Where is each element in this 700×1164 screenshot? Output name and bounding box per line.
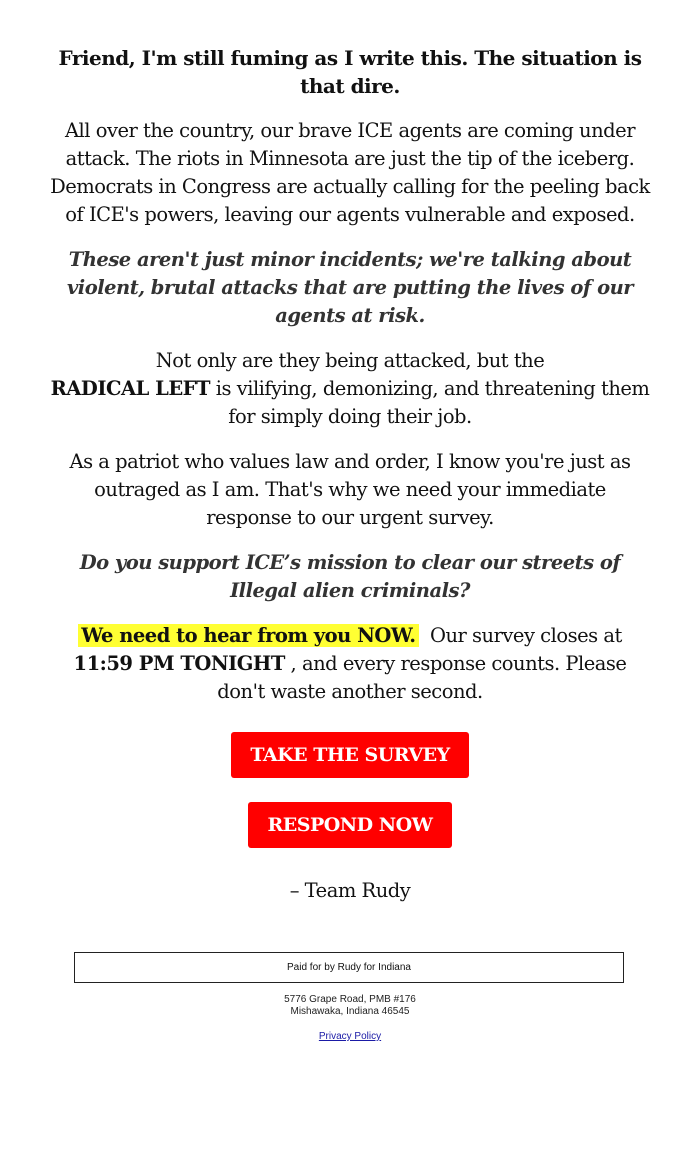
survey-question: Do you support ICE’s mission to clear our streets of Illegal alien criminals?: [79, 551, 621, 602]
privacy-policy-container: [0, 1031, 700, 1042]
paragraph-radical-left: [50, 347, 650, 431]
signoff: – Team Rudy: [289, 879, 411, 902]
paragraph-violent-attacks: These aren't just minor incidents; we're talking about violent, brutal attacks that are putting the lives of our agents at risk.: [66, 248, 634, 327]
deadline-text: 11:59 PM TONIGHT: [73, 652, 285, 675]
take-survey-button[interactable]: TAKE THE SURVEY: [231, 732, 468, 778]
email-body: [50, 44, 650, 872]
para3-start-text: Not only are they being attacked, but the: [155, 349, 545, 372]
address-line-1: 5776 Grape Road, PMB #176: [284, 994, 416, 1005]
respond-now-button-wrap: [50, 802, 650, 872]
address-line-2: Mishawaka, Indiana 46545: [290, 1006, 410, 1017]
urgent-highlight: We need to hear from you NOW.: [78, 624, 418, 647]
paragraph-ice-attacks: All over the country, our brave ICE agents are coming under attack. The riots in Minnesota are just the tip of the iceberg. Democrats in Congress are actually calling for the peeling back of ICE's powers, leaving our agents vulnerable and exposed.: [50, 119, 650, 226]
headline: Friend, I'm still fuming as I write this. The situation is that dire.: [58, 46, 642, 98]
urgent-after-text: Our survey closes at: [418, 624, 622, 647]
urgent-end-text: , and every response counts. Please don't waste another second.: [217, 652, 627, 703]
paid-for-disclaimer: Paid for by Rudy for Indiana: [74, 952, 624, 983]
mailing-address: [0, 994, 700, 1018]
respond-now-button[interactable]: RESPOND NOW: [248, 802, 451, 848]
privacy-policy-link[interactable]: Privacy Policy: [318, 1031, 382, 1042]
radical-left-text: RADICAL LEFT: [50, 377, 211, 400]
paragraph-urgent: [50, 622, 650, 706]
paragraph-patriot: As a patriot who values law and order, I know you're just as outraged as I am. That's why we need your immediate response to our urgent survey.: [69, 450, 631, 529]
para3-end-text: is vilifying, demonizing, and threatening them for simply doing their job.: [210, 377, 650, 428]
take-survey-button-wrap: [50, 732, 650, 802]
